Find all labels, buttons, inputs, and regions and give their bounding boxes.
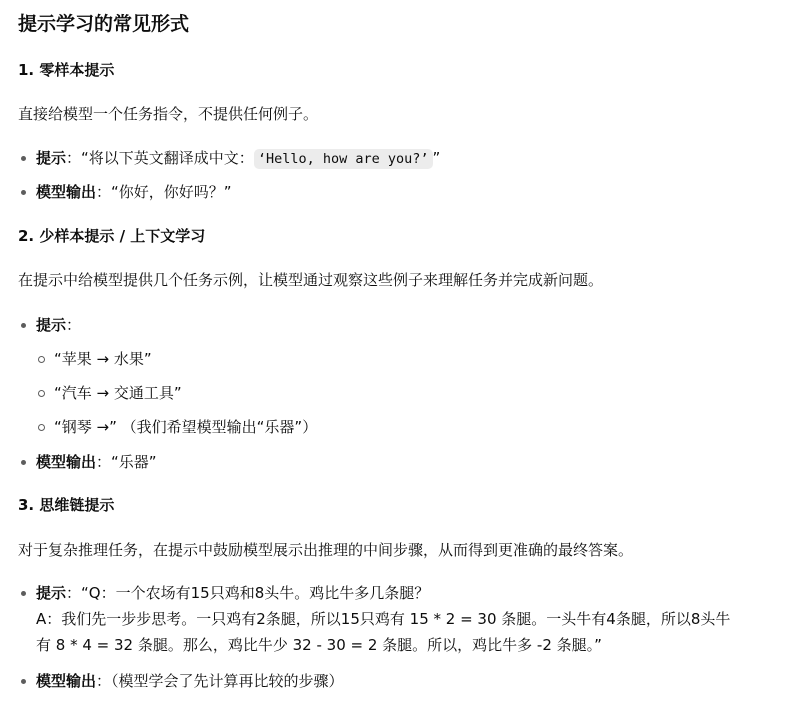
sub-list-item: “汽车 → 交通工具”: [36, 380, 768, 414]
section-list-2: [18, 312, 768, 338]
item-sep: ：: [66, 316, 82, 334]
list-item: [18, 145, 768, 179]
inline-code: ‘Hello, how are you?’: [254, 149, 433, 169]
item-text: “乐器”: [111, 453, 157, 471]
sub-list-item: “钢琴 →” （我们希望模型输出“乐器”）: [36, 414, 768, 440]
item-text: （模型学会了先计算再比较的步骤）: [111, 672, 344, 690]
item-text: “Q：一个农场有15只鸡和8头牛。鸡比牛多几条腿？: [81, 584, 430, 602]
item-text: “你好，你好吗？”: [111, 183, 232, 201]
item-label: 提示: [36, 584, 67, 602]
item-label: 模型输出: [36, 453, 97, 471]
list-item: [18, 312, 768, 338]
item-label: 提示: [36, 316, 67, 334]
section-desc-1: 直接给模型一个任务指令，不提供任何例子。: [18, 105, 319, 123]
section-desc-3: 对于复杂推理任务，在提示中鼓励模型展示出推理的中间步骤，从而得到更准确的最终答案。: [18, 541, 634, 559]
item-label: 提示: [36, 149, 67, 167]
item-text: “将以下英文翻译成中文：: [81, 149, 254, 167]
section-desc-2: 在提示中给模型提供几个任务示例，让模型通过观察这些例子来理解任务并完成新问题。: [18, 271, 604, 289]
section-list-2b: [18, 449, 768, 475]
item-sep: ：: [96, 183, 112, 201]
section-heading-1: 1. 零样本提示: [18, 61, 115, 79]
item-text: ”: [432, 149, 441, 167]
list-item: [18, 580, 768, 668]
item-text: 有 8 * 4 = 32 条腿。那么，鸡比牛少 32 - 30 = 2 条腿。所以，鸡比牛多 -2 条腿。”: [36, 636, 602, 654]
list-item: [18, 179, 768, 205]
sub-list-item: “苹果 → 水果”: [36, 346, 768, 380]
item-sep: ：: [66, 584, 82, 602]
item-text: A：我们先一步步思考。一只鸡有2条腿，所以15只鸡有 15 * 2 = 30 条腿。一头牛有4条腿，所以8头牛: [36, 610, 731, 628]
section-list-3: [18, 580, 768, 694]
section-heading-2: 2. 少样本提示 / 上下文学习: [18, 227, 206, 245]
item-sep: ：: [96, 672, 112, 690]
page-title: 提示学习的常见形式: [18, 13, 190, 35]
item-label: 模型输出: [36, 183, 97, 201]
section-list-1: [18, 145, 768, 205]
item-label: 模型输出: [36, 672, 97, 690]
item-sep: ：: [66, 149, 82, 167]
section-heading-3: 3. 思维链提示: [18, 496, 115, 514]
list-item: [18, 668, 768, 694]
sub-list: [36, 346, 768, 440]
list-item: [18, 449, 768, 475]
item-sep: ：: [96, 453, 112, 471]
